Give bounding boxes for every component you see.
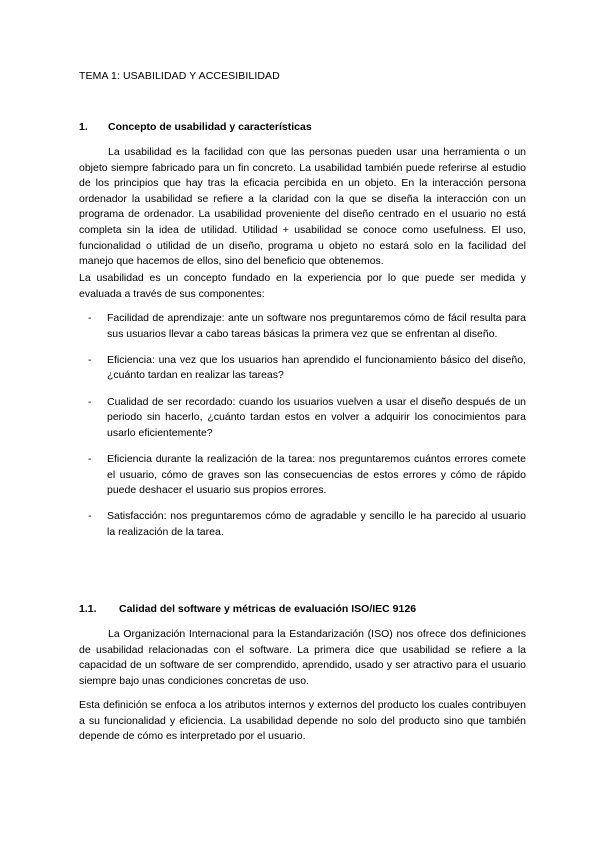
document-title: TEMA 1: USABILIDAD Y ACCESIBILIDAD	[79, 70, 280, 82]
section-1-1-title: Calidad del software y métricas de evaluación ISO/IEC 9126	[119, 603, 417, 615]
list-item-text: Facilidad de aprendizaje: ante un software nos preguntaremos cómo de fácil resulta para sus usuarios llevar a cabo tareas básicas la primera vez que se enfrentan al diseño.	[107, 312, 526, 340]
list-item	[79, 452, 526, 499]
list-item-text: Eficiencia durante la realización de la tarea: nos preguntaremos cuántos errores comete el usuario, cómo de graves son las consecuencias de estos errores y cómo de rápido puede deshacer el usuario sus propios errores.	[107, 452, 526, 497]
bullet-dash: -	[88, 510, 92, 523]
list-item	[79, 353, 526, 384]
section-1-1-paragraph-2: Esta definición se enfoca a los atributos internos y externos del producto los cuales contribuyen a su funcionalidad y eficiencia. La usabilidad depende no solo del producto sino que también depende de cómo es interpretado por el usuario.	[79, 699, 526, 743]
section-1-heading	[79, 121, 312, 133]
section-1-number: 1.	[79, 121, 88, 133]
list-item	[79, 509, 526, 540]
list-item-text: Cualidad de ser recordado: cuando los usuarios vuelven a usar el diseño después de un periodo sin hacerlo, ¿cuánto tardan estos en volver a adquirir los conocimientos para usarlo eficientemente?	[107, 395, 526, 439]
list-item	[79, 395, 526, 442]
bullet-dash: -	[88, 353, 92, 366]
section-1-1-paragraph-1: La Organización Internacional para la Estandarización (ISO) nos ofrece dos definiciones de usabilidad relacionadas con el software. La primera dice que usabilidad se refiere a la capacidad de un software de ser comprendido, aprendido, usado y ser atractivo para el usuario siempre bajo unas condiciones concretas de uso.	[79, 628, 526, 687]
bullet-dash: -	[88, 395, 92, 408]
section-1-paragraph-2: La usabilidad es un concepto fundado en la experiencia por lo que puede ser medida y evaluada a través de sus componentes:	[79, 272, 526, 300]
components-list	[79, 311, 526, 551]
bullet-dash: -	[88, 452, 92, 465]
list-item	[79, 311, 526, 342]
bullet-dash: -	[88, 312, 92, 324]
section-1-1-heading	[79, 603, 416, 615]
section-1-paragraph-1: La usabilidad es la facilidad con que las personas pueden usar una herramienta o un objeto siempre fabricado para un fin concreto. La usabilidad también puede referirse al estudio de los principios que hay tras la eficacia percibida en un objeto. En la interacción persona ordenador la usabilidad se refiere a la claridad con la que se diseña la interacción con un programa de ordenador. La usabilidad proveniente del diseño centrado en el usuario no está completa sin la idea de utilidad. Utilidad + usabilidad se conoce como usefulness. El uso, funcionalidad o utilidad de un diseño, programa u objeto no estará solo en la facilidad del manejo que hacemos de ellos, sino del beneficio que obtenemos.	[79, 146, 526, 268]
section-1-title: Concepto de usabilidad y características	[108, 121, 312, 133]
list-item-text: Satisfacción: nos preguntaremos cómo de agradable y sencillo le ha parecido al usuario la realización de la tarea.	[107, 510, 526, 538]
list-item-text: Eficiencia: una vez que los usuarios han aprendido el funcionamiento básico del diseño, ¿cuánto tardan en realizar las tareas?	[107, 353, 526, 382]
section-1-1-number: 1.1.	[79, 603, 97, 615]
